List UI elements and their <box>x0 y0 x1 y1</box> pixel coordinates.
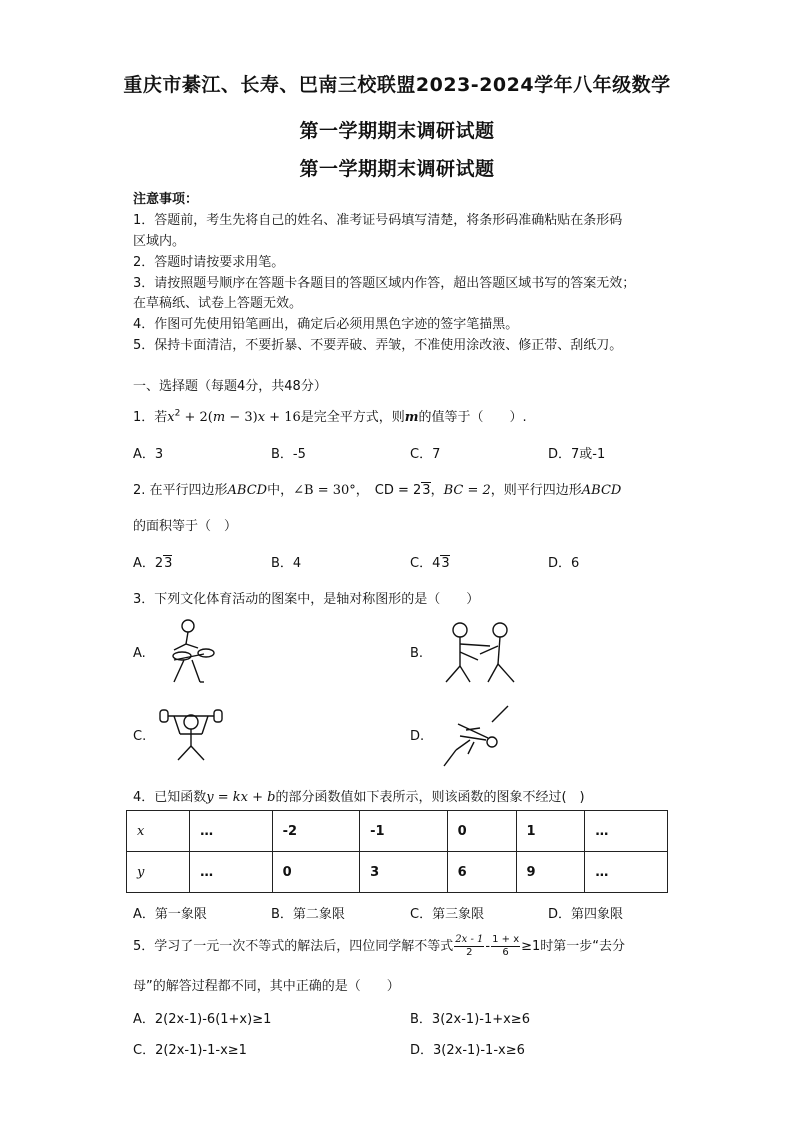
q3-figure-c <box>156 700 226 770</box>
q2-option-b: B．4 <box>271 556 302 571</box>
table-cell: 9 <box>516 852 585 893</box>
question-2-line2: 的面积等于（ ） <box>133 519 238 534</box>
q3-figure-b <box>440 616 522 686</box>
q1-option-b: B．-5 <box>271 447 306 462</box>
table-cell: 1 <box>516 811 585 852</box>
fraction-2: $\frac{1 + x}{6}$ <box>492 934 520 958</box>
notice-item: 区域内。 <box>133 234 186 249</box>
notice-item: 4．作图可先使用铅笔画出，确定后必须用黑色字迹的签字笔描黑。 <box>133 317 519 332</box>
q5-option-d: D．3(2x-1)-1-x≥6 <box>410 1043 525 1058</box>
notice-item: 2．答题时请按要求用笔。 <box>133 255 285 270</box>
notice-heading: 注意事项： <box>133 192 199 207</box>
exam-subtitle: 第一学期期末调研试题 <box>299 120 495 142</box>
q2-option-d: D．6 <box>548 556 580 571</box>
table-cell: 0 <box>447 811 516 852</box>
table-cell: -2 <box>272 811 360 852</box>
q4-option-a: A．第一象限 <box>133 907 207 922</box>
q3-option-b-label: B. <box>410 646 424 661</box>
q3-option-c-label: C. <box>133 729 147 744</box>
table-cell: -1 <box>360 811 448 852</box>
exam-subtitle-repeat: 第一学期期末调研试题 <box>299 158 495 180</box>
question-2: 2. 在平行四边形ABCD中，∠B = 30°， CD = 23，BC = 2，则平行四边形ABCD <box>133 483 622 498</box>
notice-item: 在草稿纸、试卷上答题无效。 <box>133 296 303 311</box>
question-4: 4．已知函数y = kx + b的部分函数值如下表所示，则该函数的图象不经过( ) <box>133 790 585 805</box>
notice-item: 3．请按照题号顺序在答题卡各题目的答题区域内作答，超出答题区域书写的答案无效； <box>133 276 636 291</box>
notice-item: 1．答题前，考生先将自己的姓名、准考证号码填写清楚，将条形码准确粘贴在条形码 <box>133 213 623 228</box>
q2-option-a: A．23 <box>133 556 173 571</box>
table-cell: x <box>127 811 190 852</box>
question-1: 1．若$x^2 + 2(m - 3)x + 16$是完全平方式，则m的值等于（ ）. <box>133 408 527 425</box>
table-row <box>127 852 668 893</box>
table-cell: … <box>585 811 668 852</box>
question-5: 5．学习了一元一次不等式的解法后，四位同学解不等式 $\frac{2x - 1}{2}$ - $\frac{1 + x}{6}$ ≥1时第一步“去分 <box>133 934 626 958</box>
table-cell: 0 <box>272 852 360 893</box>
table-row <box>127 811 668 852</box>
q1-option-c: C．7 <box>410 447 441 462</box>
q2-option-c: C．43 <box>410 556 450 571</box>
table-cell: y <box>127 852 190 893</box>
table-cell: … <box>585 852 668 893</box>
table-cell: … <box>190 852 273 893</box>
q3-option-a-label: A. <box>133 646 146 661</box>
question-5-line2: 母”的解答过程都不同，其中正确的是（ ） <box>133 979 400 994</box>
q3-figure-a <box>160 616 222 686</box>
q5-option-c: C．2(2x-1)-1-x≥1 <box>133 1043 247 1058</box>
q1-option-d: D．7或-1 <box>548 447 606 462</box>
q3-option-d-label: D. <box>410 729 425 744</box>
q4-option-b: B．第二象限 <box>271 907 345 922</box>
question-3: 3．下列文化体育活动的图案中，是轴对称图形的是（ ） <box>133 592 480 607</box>
table-cell: 6 <box>447 852 516 893</box>
q5-option-b: B．3(2x-1)-1+x≥6 <box>410 1012 530 1027</box>
section-heading: 一、选择题（每题4分，共48分） <box>133 379 327 394</box>
q5-option-a: A．2(2x-1)-6(1+x)≥1 <box>133 1012 272 1027</box>
fraction-1: $\frac{2x - 1}{2}$ <box>455 934 484 958</box>
table-cell: … <box>190 811 273 852</box>
notice-item: 5．保持卡面清洁，不要折暴、不要弄破、弄皱，不准使用涂改液、修正带、刮纸刀。 <box>133 338 623 353</box>
q1-option-a: A．3 <box>133 447 164 462</box>
function-value-table <box>126 810 668 893</box>
exam-title: 重庆市綦江、长寿、巴南三校联盟2023-2024学年八年级数学 <box>123 74 671 96</box>
q4-option-c: C．第三象限 <box>410 907 485 922</box>
table-cell: 3 <box>360 852 448 893</box>
q3-figure-d <box>436 700 516 770</box>
q4-option-d: D．第四象限 <box>548 907 624 922</box>
